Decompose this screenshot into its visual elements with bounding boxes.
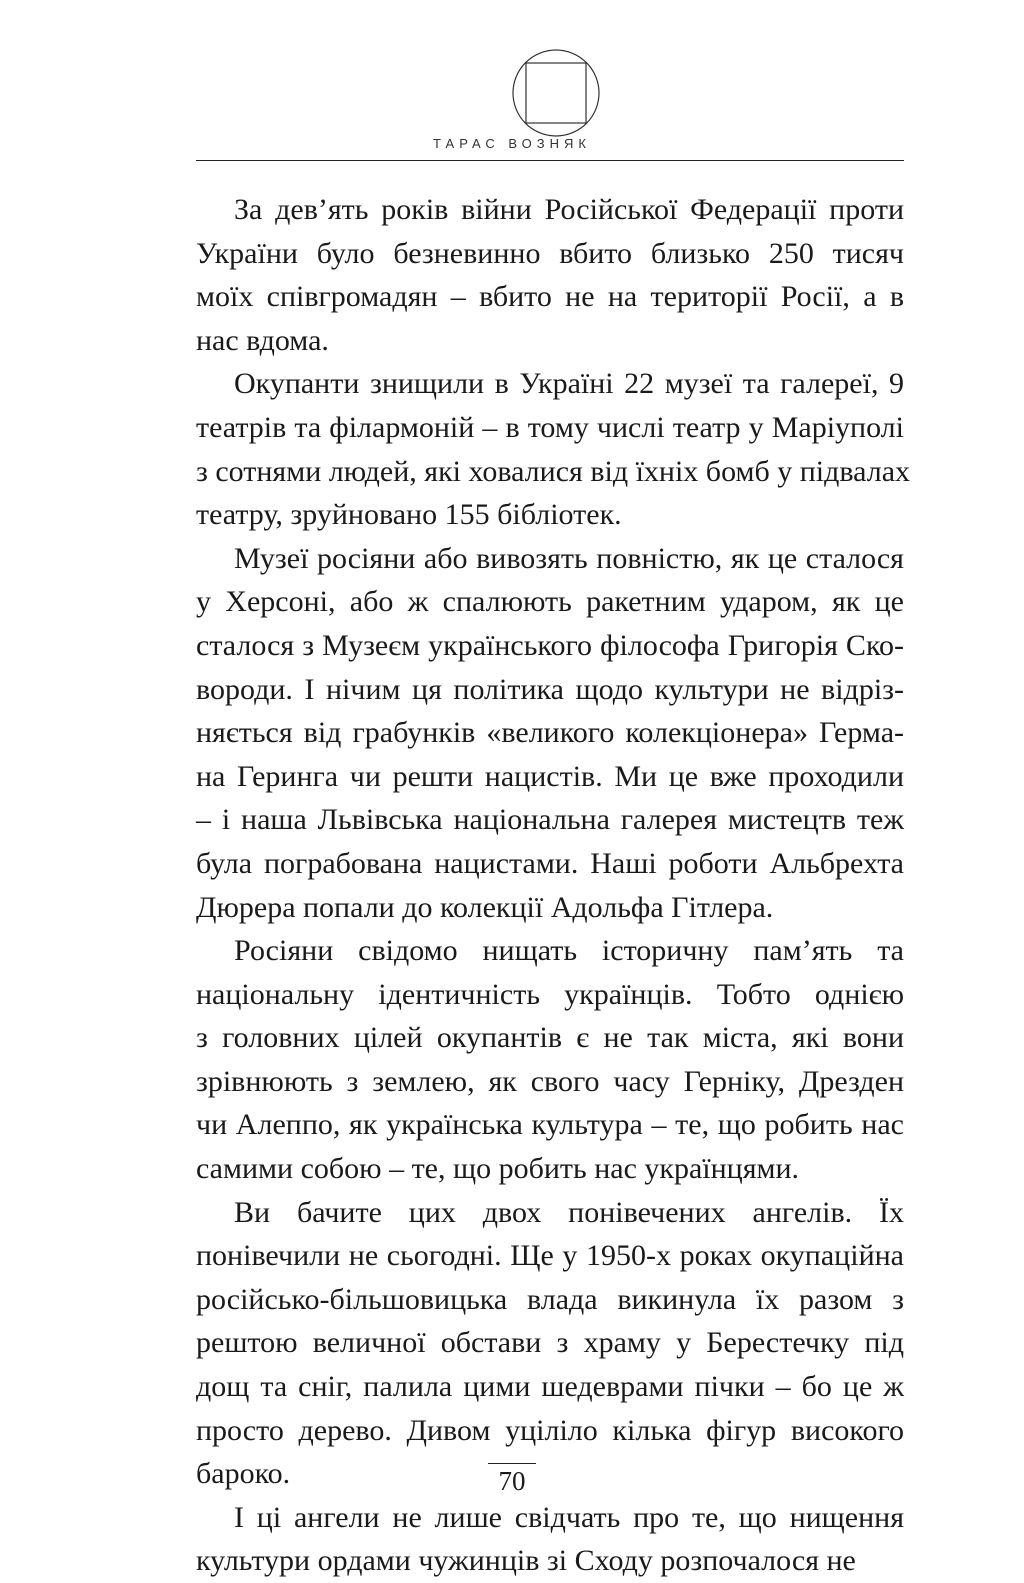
text-line: – і наша Львівська національна галерея мистецтв теж (196, 803, 904, 837)
text-line: дощ та сніг, палила цими шедеврами пічки – бо це ж (196, 1370, 904, 1404)
text-line: культури ордами чужинців зі Сходу розпочалося не (196, 1544, 856, 1578)
paragraph (196, 929, 904, 1191)
text-line: театрів та філармоній – в тому числі театр у Маріуполі (196, 410, 904, 444)
header-rule (196, 160, 904, 161)
text-line: чи Алеппо, як українська культура – те, що робить нас (196, 1108, 904, 1142)
text-line: сталося з Музеєм українського філософа Григорія Ско- (196, 628, 904, 662)
text-line: з сотнями людей, які ховалися від їхніх бомб у підвалах (196, 454, 911, 488)
text-line: За дев’ять років війни Російської Федерації проти (234, 193, 904, 226)
text-line: Музеї росіяни або вивозять повністю, як це сталося (234, 541, 904, 575)
page-footer (0, 1463, 1024, 1498)
text-line: на Геринга чи решти нацистів. Ми це вже проходили (196, 759, 904, 793)
circle-square-emblem-icon (511, 48, 601, 138)
text-line: Окупанти знищили в Україні 22 музеї та галереї, 9 (234, 367, 904, 401)
text-line: Росіяни свідомо нищать історичну пам’ять та (234, 934, 904, 968)
running-head: ТАРАС ВОЗНЯК (433, 136, 591, 151)
text-line: Ви бачите цих двох понівечених ангелів. Їх (234, 1195, 904, 1229)
text-line: у Херсоні, або ж спалюють ракетним ударом, як це (196, 585, 904, 619)
text-line: зрівнюють з землею, як свого часу Герніку, Дрезден (196, 1064, 904, 1098)
text-line: нас вдома. (196, 323, 329, 357)
text-line: І ці ангели не лише свідчать про те, що нищення (234, 1500, 904, 1534)
text-line: рештою величної обстави з храму у Берестечку під (196, 1326, 904, 1360)
text-line: з головних цілей окупантів є не так міста, які вони (196, 1021, 904, 1055)
text-line: просто дерево. Дивом уціліло кілька фігур високого (196, 1413, 904, 1447)
text-line: няється від грабунків «великого колекціонера» Герма- (196, 716, 904, 750)
text-line: самими собою – те, що робить нас українцями. (196, 1152, 800, 1186)
text-line: театру, зруйновано 155 бібліотек. (196, 498, 622, 532)
text-line: моїх співгромадян – вбито не на території Росії, а в (196, 280, 904, 314)
paragraph (196, 537, 904, 929)
paragraph (196, 1496, 904, 1583)
text-line: України було безневинно вбито близько 250 тисяч (196, 236, 904, 270)
text-line: була пограбована нацистами. Наші роботи Альбрехта (196, 846, 904, 880)
page-number: 70 (498, 1466, 526, 1496)
body-text (196, 188, 911, 1583)
paragraph (196, 1191, 904, 1496)
text-line: понівечили не сьогодні. Ще у 1950-х роках окупаційна (196, 1239, 904, 1273)
text-line: національну ідентичність українців. Тобто однією (196, 977, 904, 1011)
text-line: вороди. І нічим ця політика щодо культури не відріз- (196, 672, 904, 706)
text-line: бароко. (196, 1457, 291, 1491)
text-line: Дюрера попали до колекції Адольфа Гітлера. (196, 890, 774, 924)
paragraph (196, 362, 911, 536)
text-line: російсько-більшовицька влада викинула їх разом з (196, 1282, 904, 1316)
paragraph (196, 188, 904, 362)
